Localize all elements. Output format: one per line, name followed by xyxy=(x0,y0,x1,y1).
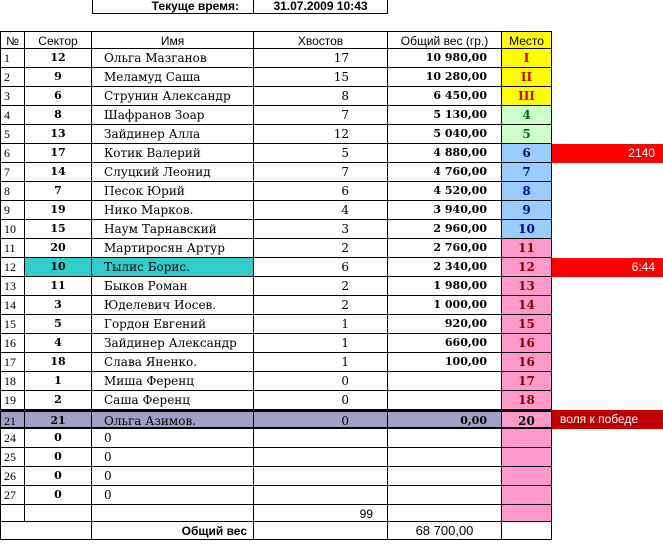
col-number-cell: 15 xyxy=(0,315,25,334)
col-number-cell: 1 xyxy=(0,49,25,68)
time-label: Текуще время: xyxy=(92,0,254,14)
col-weight-cell: 0,00 xyxy=(388,410,502,429)
totals-blank-5 xyxy=(388,505,502,522)
col-sector-cell: 10 xyxy=(25,258,92,277)
weight-total-value: 68 700,00 xyxy=(388,522,502,540)
col-number-cell: 18 xyxy=(0,372,25,391)
col-tails-cell: 15 xyxy=(254,68,388,87)
time-value: 31.07.2009 10:43 xyxy=(254,0,388,14)
col-name-cell: Зайдинер Александр xyxy=(92,334,254,353)
col-number-cell: 27 xyxy=(0,486,25,505)
col-name-cell: Быков Роман xyxy=(92,277,254,296)
col-sector-cell: 9 xyxy=(25,68,92,87)
col-name-cell: Струнин Александр xyxy=(92,87,254,106)
col-tails-cell: 6 xyxy=(254,182,388,201)
col-place-cell: II xyxy=(502,68,552,87)
col-name-cell: Слава Яненко. xyxy=(92,353,254,372)
col-number-cell: 13 xyxy=(0,277,25,296)
col-number-cell: 9 xyxy=(0,201,25,220)
col-tails-cell xyxy=(254,448,388,467)
col-sector-cell: 13 xyxy=(25,125,92,144)
col-weight-cell: 4 520,00 xyxy=(388,182,502,201)
weight-label-spacer xyxy=(0,522,92,540)
col-name-cell: Песок Юрий xyxy=(92,182,254,201)
col-weight-cell xyxy=(388,391,502,410)
col-tails-cell: 3 xyxy=(254,220,388,239)
col-sector-cell: 12 xyxy=(25,49,92,68)
col-sector-cell: 0 xyxy=(25,486,92,505)
weight-total-label: Общий вес xyxy=(92,522,254,540)
header-col-number: № xyxy=(0,31,25,49)
col-place-cell: 14 xyxy=(502,296,552,315)
col-weight-cell: 100,00 xyxy=(388,353,502,372)
col-name-cell: 0 xyxy=(92,448,254,467)
col-weight-cell: 10 280,00 xyxy=(388,68,502,87)
col-weight-cell: 920,00 xyxy=(388,315,502,334)
col-sector-cell: 5 xyxy=(25,315,92,334)
col-place-cell: 11 xyxy=(502,239,552,258)
col-number-cell: 25 xyxy=(0,448,25,467)
col-weight-cell: 2 340,00 xyxy=(388,258,502,277)
col-place-cell: 18 xyxy=(502,391,552,410)
col-sector-cell: 4 xyxy=(25,334,92,353)
weight-total-spacer xyxy=(254,522,388,540)
col-place-cell xyxy=(502,448,552,467)
col-number-cell: 12 xyxy=(0,258,25,277)
col-weight-cell: 5 130,00 xyxy=(388,106,502,125)
col-sector-cell: 0 xyxy=(25,429,92,448)
col-weight-cell: 3 940,00 xyxy=(388,201,502,220)
col-number-cell: 16 xyxy=(0,334,25,353)
col-number-cell: 5 xyxy=(0,125,25,144)
header-col-place: Место xyxy=(502,31,552,49)
col-number-cell: 17 xyxy=(0,353,25,372)
col-place-cell xyxy=(502,486,552,505)
col-name-cell: Наум Тарнавский xyxy=(92,220,254,239)
totals-blank-2 xyxy=(25,505,92,522)
col-weight-cell: 5 040,00 xyxy=(388,125,502,144)
col-tails-cell: 2 xyxy=(254,296,388,315)
col-number-cell: 10 xyxy=(0,220,25,239)
col-name-cell: Котик Валерий xyxy=(92,144,254,163)
col-name-cell: Юделевич Иосев. xyxy=(92,296,254,315)
col-place-cell xyxy=(502,467,552,486)
col-place-cell: 8 xyxy=(502,182,552,201)
col-name-cell: 0 xyxy=(92,429,254,448)
col-place-cell: 5 xyxy=(502,125,552,144)
col-place-cell: 4 xyxy=(502,106,552,125)
col-weight-cell xyxy=(388,448,502,467)
col-name-cell: Ольга Азимов. xyxy=(92,410,254,429)
col-sector-cell: 14 xyxy=(25,163,92,182)
col-number-cell: 7 xyxy=(0,163,25,182)
col-tails-cell: 7 xyxy=(254,163,388,182)
col-weight-cell: 4 880,00 xyxy=(388,144,502,163)
col-number-cell: 14 xyxy=(0,296,25,315)
col-sector-cell: 2 xyxy=(25,391,92,410)
col-sector-cell: 3 xyxy=(25,296,92,315)
col-place-cell: 7 xyxy=(502,163,552,182)
note-row21-will: воля к победе xyxy=(552,410,663,429)
col-tails-cell: 17 xyxy=(254,49,388,68)
col-name-cell: Тылис Борис. xyxy=(92,258,254,277)
col-name-cell: Шафранов Зоар xyxy=(92,106,254,125)
header-col-sector: Сектор xyxy=(25,31,92,49)
col-sector-cell: 0 xyxy=(25,448,92,467)
col-place-cell: 6 xyxy=(502,144,552,163)
col-name-cell: Саша Ференц xyxy=(92,391,254,410)
col-weight-cell xyxy=(388,467,502,486)
col-name-cell: Миша Ференц xyxy=(92,372,254,391)
col-tails-cell: 5 xyxy=(254,144,388,163)
col-tails-cell: 8 xyxy=(254,87,388,106)
col-name-cell: Нико Марков. xyxy=(92,201,254,220)
col-sector-cell: 1 xyxy=(25,372,92,391)
col-weight-cell xyxy=(388,486,502,505)
col-sector-cell: 6 xyxy=(25,87,92,106)
col-sector-cell: 21 xyxy=(25,410,92,429)
col-name-cell: 0 xyxy=(92,467,254,486)
col-place-cell: 10 xyxy=(502,220,552,239)
header-col-tails: Хвостов xyxy=(254,31,388,49)
totals-blank-3 xyxy=(92,505,254,522)
tails-total: 99 xyxy=(254,505,388,522)
col-weight-cell xyxy=(388,429,502,448)
col-weight-cell: 4 760,00 xyxy=(388,163,502,182)
col-name-cell: Слуцкий Леонид xyxy=(92,163,254,182)
col-number-cell: 11 xyxy=(0,239,25,258)
col-number-cell: 2 xyxy=(0,68,25,87)
col-tails-cell xyxy=(254,486,388,505)
header-col-weight: Общий вес (гр.) xyxy=(388,31,502,49)
col-number-cell: 8 xyxy=(0,182,25,201)
totals-blank-1 xyxy=(0,505,25,522)
col-place-cell: 13 xyxy=(502,277,552,296)
col-number-cell: 4 xyxy=(0,106,25,125)
col-number-cell: 19 xyxy=(0,391,25,410)
col-name-cell: Зайдинер Алла xyxy=(92,125,254,144)
col-place-cell: 20 xyxy=(502,410,552,429)
col-sector-cell: 15 xyxy=(25,220,92,239)
note-row6-time: 2140 xyxy=(552,144,663,163)
col-tails-cell: 0 xyxy=(254,410,388,429)
col-tails-cell: 1 xyxy=(254,353,388,372)
col-weight-cell xyxy=(388,372,502,391)
weight-total-place-spacer xyxy=(502,522,552,540)
col-sector-cell: 0 xyxy=(25,467,92,486)
col-name-cell: Ольга Мазганов xyxy=(92,49,254,68)
col-weight-cell: 10 980,00 xyxy=(388,49,502,68)
col-place-cell: 16 xyxy=(502,334,552,353)
col-place-cell: 17 xyxy=(502,372,552,391)
col-tails-cell xyxy=(254,429,388,448)
col-weight-cell: 2 760,00 xyxy=(388,239,502,258)
col-name-cell: Меламуд Саша xyxy=(92,68,254,87)
col-place-cell: 16 xyxy=(502,353,552,372)
col-number-cell: 26 xyxy=(0,467,25,486)
col-name-cell: 0 xyxy=(92,486,254,505)
col-tails-cell: 1 xyxy=(254,334,388,353)
col-sector-cell: 19 xyxy=(25,201,92,220)
col-tails-cell xyxy=(254,467,388,486)
totals-blank-6 xyxy=(502,505,552,522)
col-weight-cell: 1 980,00 xyxy=(388,277,502,296)
col-number-cell: 3 xyxy=(0,87,25,106)
header-col-name: Имя xyxy=(92,31,254,49)
col-tails-cell: 6 xyxy=(254,258,388,277)
col-sector-cell: 7 xyxy=(25,182,92,201)
col-tails-cell: 0 xyxy=(254,391,388,410)
col-number-cell: 6 xyxy=(0,144,25,163)
col-sector-cell: 20 xyxy=(25,239,92,258)
col-place-cell: 12 xyxy=(502,258,552,277)
col-name-cell: Мартиросян Артур xyxy=(92,239,254,258)
col-place-cell: III xyxy=(502,87,552,106)
col-tails-cell: 12 xyxy=(254,125,388,144)
col-place-cell xyxy=(502,429,552,448)
note-row12-time: 6:44 xyxy=(552,258,663,277)
col-sector-cell: 18 xyxy=(25,353,92,372)
col-sector-cell: 11 xyxy=(25,277,92,296)
col-tails-cell: 2 xyxy=(254,239,388,258)
col-weight-cell: 6 450,00 xyxy=(388,87,502,106)
col-place-cell: I xyxy=(502,49,552,68)
col-name-cell: Гордон Евгений xyxy=(92,315,254,334)
col-tails-cell: 1 xyxy=(254,315,388,334)
col-tails-cell: 0 xyxy=(254,372,388,391)
col-tails-cell: 7 xyxy=(254,106,388,125)
col-sector-cell: 8 xyxy=(25,106,92,125)
col-number-cell: 24 xyxy=(0,429,25,448)
col-place-cell: 15 xyxy=(502,315,552,334)
col-sector-cell: 17 xyxy=(25,144,92,163)
col-weight-cell: 2 960,00 xyxy=(388,220,502,239)
col-weight-cell: 660,00 xyxy=(388,334,502,353)
col-tails-cell: 4 xyxy=(254,201,388,220)
col-place-cell: 9 xyxy=(502,201,552,220)
col-tails-cell: 2 xyxy=(254,277,388,296)
col-weight-cell: 1 000,00 xyxy=(388,296,502,315)
col-number-cell: 21 xyxy=(0,410,25,429)
